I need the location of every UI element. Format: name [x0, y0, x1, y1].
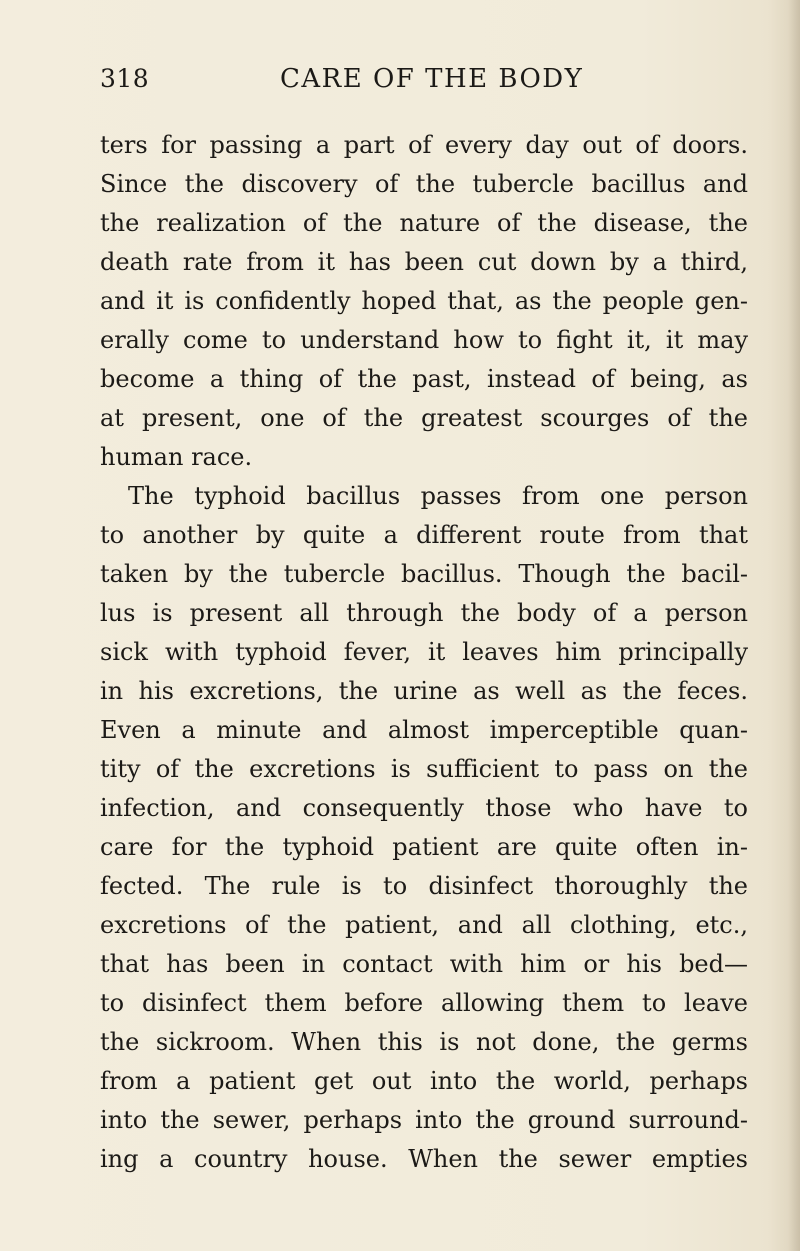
text-line: taken by the tubercle bacillus. Though the bacil- [100, 560, 748, 588]
text-line: that has been in contact with him or his bed— [100, 950, 748, 978]
page-edge-shadow [788, 0, 800, 1251]
text-line: lus is present all through the body of a person [100, 599, 748, 627]
text-line: Even a minute and almost imperceptible quan- [100, 716, 748, 744]
text-line: care for the typhoid patient are quite often in- [100, 833, 748, 861]
text-line: at present, one of the greatest scourges of the [100, 404, 748, 432]
running-head [100, 64, 750, 104]
text-line: sick with typhoid fever, it leaves him principally [100, 638, 748, 666]
text-line: ters for passing a part of every day out of doors. [100, 131, 748, 159]
text-line: to another by quite a different route from that [100, 521, 748, 549]
text-line: fected. The rule is to disinfect thoroughly the [100, 872, 748, 900]
text-line: into the sewer, perhaps into the ground surround- [100, 1106, 748, 1134]
text-line: death rate from it has been cut down by a third, [100, 248, 748, 276]
text-line: become a thing of the past, instead of being, as [100, 365, 748, 393]
text-line: excretions of the patient, and all clothing, etc., [100, 911, 748, 939]
text-line: tity of the excretions is sufficient to pass on the [100, 755, 748, 783]
body-text [100, 126, 748, 1179]
text-line: from a patient get out into the world, perhaps [100, 1067, 748, 1095]
text-line: and it is confidently hoped that, as the people gen- [100, 287, 748, 315]
text-line: the sickroom. When this is not done, the germs [100, 1028, 748, 1056]
text-line: ing a country house. When the sewer empties [100, 1145, 748, 1173]
page-number: 318 [100, 64, 150, 93]
text-line: human race. [100, 443, 253, 471]
text-line: erally come to understand how to fight it, it may [100, 326, 748, 354]
text-line: in his excretions, the urine as well as the feces. [100, 677, 748, 705]
running-title: CARE OF THE BODY [280, 64, 584, 94]
text-line: the realization of the nature of the disease, the [100, 209, 748, 237]
text-line: infection, and consequently those who have to [100, 794, 748, 822]
text-line: The typhoid bacillus passes from one person [128, 482, 748, 510]
text-line: to disinfect them before allowing them to leave [100, 989, 748, 1017]
text-line: Since the discovery of the tubercle bacillus and [100, 170, 748, 198]
